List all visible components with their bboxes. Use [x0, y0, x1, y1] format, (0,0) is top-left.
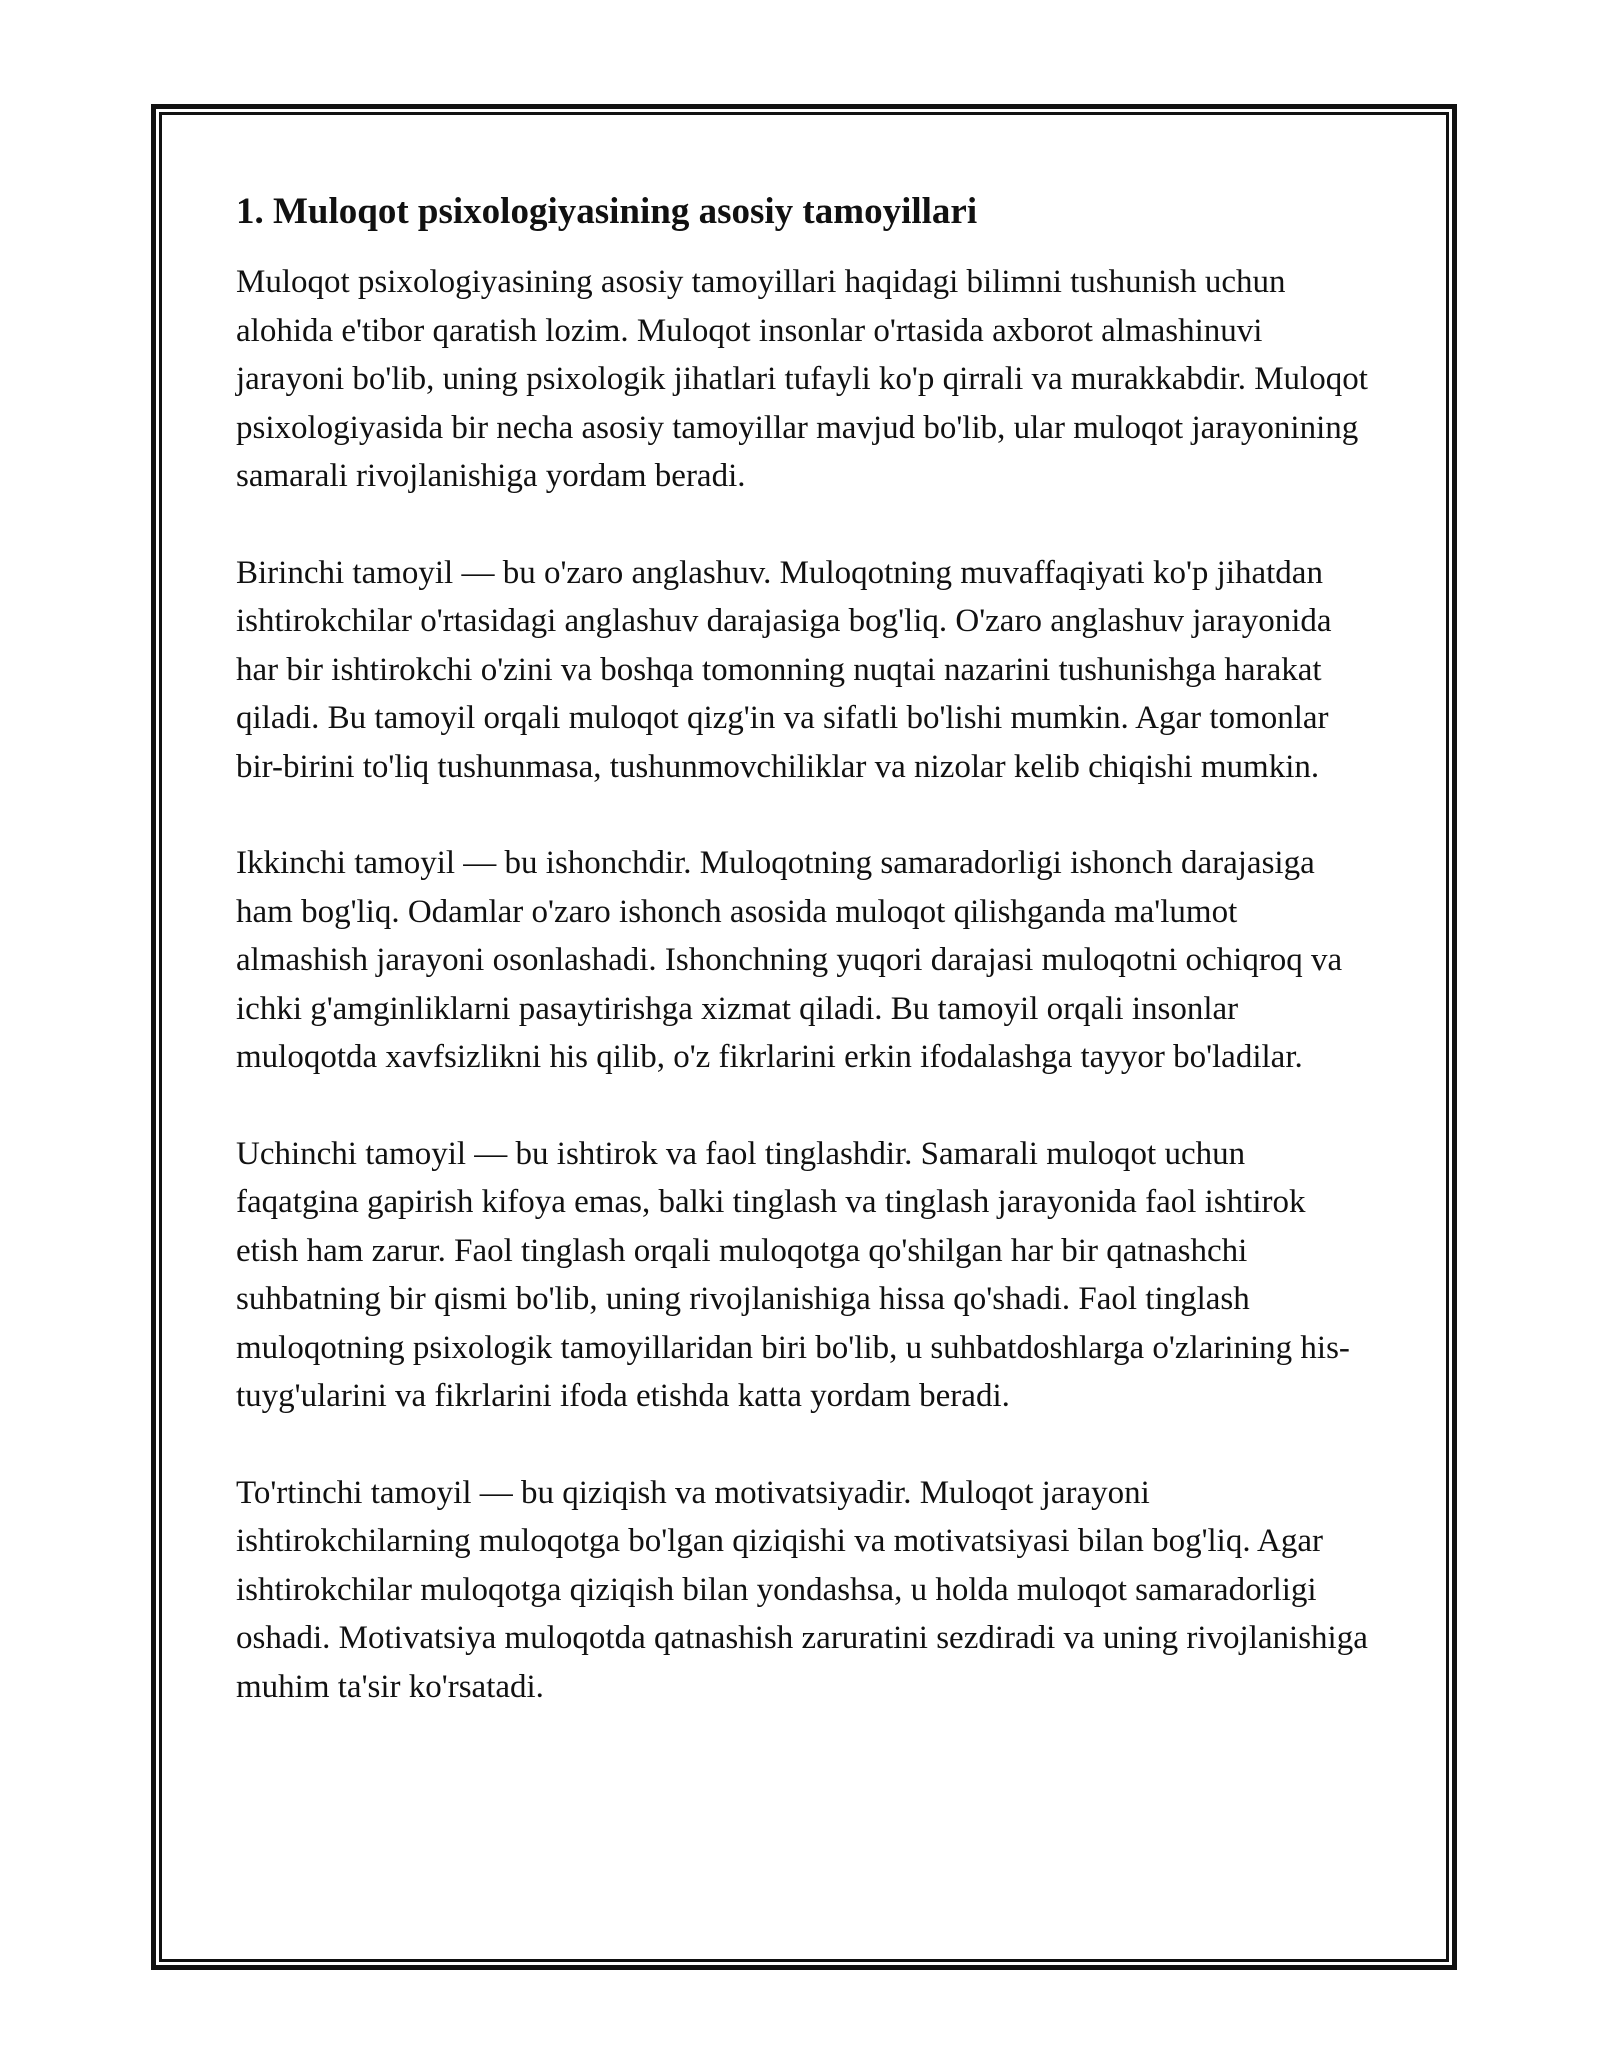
paragraph-principle-2: Ikkinchi tamoyil — bu ishonchdir. Muloqotning samaradorligi ishonch darajasiga ham bog'liq. Odamlar o'zaro ishonch asosida muloqot qilishganda ma'lumot almashish jarayoni osonlashadi. Ishonchning yuqori darajasi muloqotni ochiqroq va ichki g'amginliklarni pasaytirishga xizmat qiladi. Bu tamoyil orqali insonlar muloqotda xavfsizlikni his qilib, o'z fikrlarini erkin ifodalashga tayyor bo'ladilar. — [236, 845, 1343, 1075]
paragraph-principle-4: To'rtinchi tamoyil — bu qiziqish va motivatsiyadir. Muloqot jarayoni ishtirokchilarning muloqotga bo'lgan qiziqishi va motivatsiyasi bilan bog'liq. Agar ishtirokchilar muloqotga qiziqish bilan yondashsa, u holda muloqot samaradorligi oshadi. Motivatsiya muloqotda qatnashish zaruratini sezdiradi va uning rivojlanishiga muhim ta'sir ko'rsatadi. — [236, 1474, 1368, 1705]
document-body — [236, 188, 1376, 1759]
section-heading: 1. Muloqot psixologiyasining asosiy tamoyillari — [236, 191, 978, 232]
paragraph-intro: Muloqot psixologiyasining asosiy tamoyillari haqidagi bilimni tushunish uchun alohida e'tibor qaratish lozim. Muloqot insonlar o'rtasida axborot almashinuvi jarayoni bo'lib, uning psixologik jihatlari tufayli ko'p qirrali va murakkabdir. Muloqot psixologiyasida bir necha asosiy tamoyillar mavjud bo'lib, ular muloqot jarayonining samarali rivojlanishiga yordam beradi. — [236, 264, 1368, 494]
paragraph-principle-3: Uchinchi tamoyil — bu ishtirok va faol tinglashdir. Samarali muloqot uchun faqatgina gapirish kifoya emas, balki tinglash va tinglash jarayonida faol ishtirok etish ham zarur. Faol tinglash orqali muloqotga qo'shilgan har bir qatnashchi suhbatning bir qismi bo'lib, uning rivojlanishiga hissa qo'shadi. Faol tinglash muloqotning psixologik tamoyillaridan biri bo'lib, u suhbatdoshlarga o'zlarining his-tuyg'ularini va fikrlarini ifoda etishda katta yordam beradi. — [236, 1135, 1350, 1414]
paragraph-principle-1: Birinchi tamoyil — bu o'zaro anglashuv. Muloqotning muvaffaqiyati ko'p jihatdan ishtirokchilar o'rtasidagi anglashuv darajasiga bog'liq. O'zaro anglashuv jarayonida har bir ishtirokchi o'zini va boshqa tomonning nuqtai nazarini tushunishga harakat qiladi. Bu tamoyil orqali muloqot qizg'in va sifatli bo'lishi mumkin. Agar tomonlar bir-birini to'liq tushunmasa, tushunmovchiliklar va nizolar kelib chiqishi mumkin. — [236, 554, 1332, 785]
